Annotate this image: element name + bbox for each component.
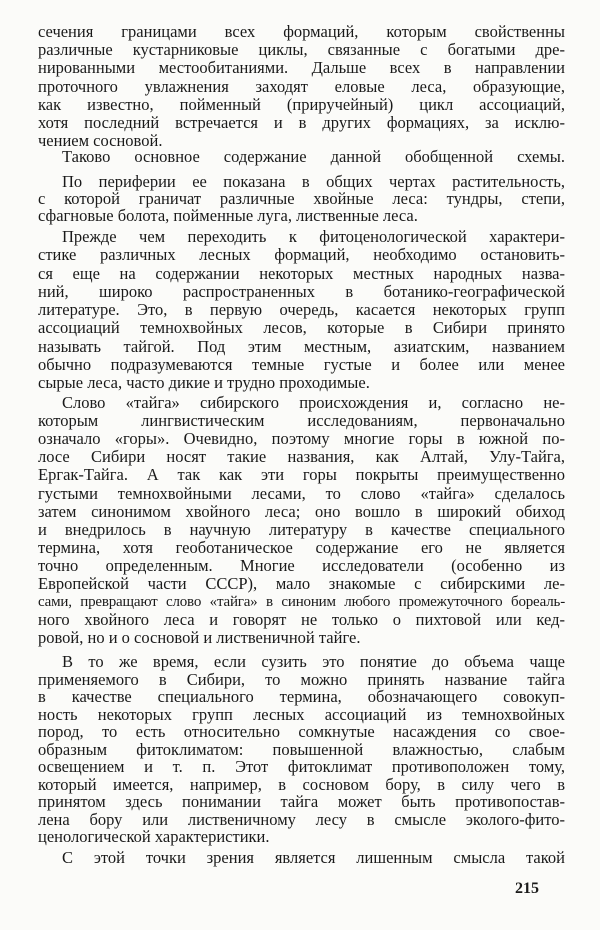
text-line: нированными местообитаниями. Дальше всех в направлении: [38, 58, 565, 78]
text-line: точно определенным. Многие исследователи (особенно из: [38, 555, 565, 575]
page-number: 215: [515, 880, 539, 897]
text-line: ний, широко распространенных в ботанико-географической: [38, 281, 565, 301]
text-line: стике различных лесных формаций, необходимо остановить-: [38, 245, 565, 265]
text-line: пород, то есть относительно сомкнутые насаждения со свое-: [38, 722, 565, 741]
text-line: затем синонимом хвойного леса; оно вошло в широкий обиход: [38, 501, 565, 521]
text-line: называть тайгой. Под этим местным, азиатским, названием: [38, 336, 565, 356]
text-line: и внедрилось в научную литературу в качестве специального: [38, 519, 565, 539]
text-line: проточного увлажнения заходят еловые леса, образующие,: [38, 76, 565, 96]
text-line: литературе. Это, в первую очередь, касается некоторых групп: [38, 300, 565, 319]
text-line: сечения границами всех формаций, которым свойственны: [38, 22, 565, 41]
text-line: ценологической характеристики.: [38, 827, 270, 846]
text-line: хотя последний встречается и в других формациях, за исклю-: [38, 113, 565, 132]
text-line: Таково основное содержание данной обобщенной схемы.: [62, 147, 565, 166]
text-line: Ергак-Тайга. А так как эти горы покрыты преимущественно: [38, 465, 565, 485]
text-line: термина, хотя геоботаническое содержание его не является: [38, 537, 565, 557]
text-line: означало «горы». Очевидно, поэтому многие горы в южной по-: [38, 429, 565, 449]
text-line: с которой граничат различные хвойные леса: тундры, степи,: [38, 189, 565, 208]
text-line: Слово «тайга» сибирского происхождения и, согласно не-: [62, 393, 565, 412]
text-line: ровой, но и о сосновой и лиственичной тайге.: [38, 628, 361, 648]
text-line: различные кустарниковые циклы, связанные с богатыми дре-: [38, 40, 565, 60]
text-line: В то же время, если сузить это понятие до объема чаще: [62, 652, 565, 671]
text-line: ность некоторых групп лесных ассоциаций из темнохвойных: [38, 704, 565, 724]
text-line: лосе Сибири носят такие названия, как Алтай, Улу-Тайга,: [38, 447, 565, 467]
text-line: обычно подразумеваются темные густые и более или менее: [38, 354, 565, 374]
text-line: густыми темнохвойными лесами, то слово «тайга» сделалось: [38, 483, 565, 503]
text-line: применяемого в Сибири, то можно принять название тайга: [38, 669, 565, 689]
text-line: который имеется, например, в сосновом бору, в силу чего в: [38, 774, 565, 794]
text-line: По периферии ее показана в общих чертах растительность,: [62, 172, 565, 191]
text-line: в качестве специального термина, обозначающего совокуп-: [38, 687, 565, 706]
text-line: чением сосновой.: [38, 131, 163, 151]
text-line: лена бору или лиственичному лесу в смысле эколого-фито-: [38, 809, 565, 829]
text-line: как известно, пойменный (приручейный) цикл ассоциаций,: [38, 94, 565, 114]
text-line: С этой точки зрения является лишенным смысла такой: [62, 848, 565, 867]
text-line: освещением и т. п. Этот фитоклимат противоположен тому,: [38, 757, 565, 776]
text-line: ся еще на содержании некоторых местных народных назва-: [38, 263, 565, 283]
text-line: сами, превращают слово «тайга» в синоним любого промежуточного бореаль-: [38, 594, 565, 611]
text-line: Прежде чем переходить к фитоценологической характери-: [62, 227, 565, 246]
text-line: Европейской части СССР), мало знакомые с сибирскими ле-: [38, 574, 565, 593]
text-line: ассоциаций темнохвойных лесов, которые в Сибири принято: [38, 318, 565, 338]
text-line: принятом здесь понимании тайга может быть противопостав-: [38, 792, 565, 811]
text-line: сырые леса, часто дикие и трудно проходимые.: [38, 373, 370, 392]
text-line: ного хвойного леса и говорят не только о пихтовой или кед-: [38, 610, 565, 630]
text-line: которым лингвистическим исследованиям, первоначально: [38, 411, 565, 431]
text-line: образным фитоклиматом: повышенной влажностью, слабым: [38, 739, 565, 759]
text-line: сфагновые болота, пойменные луга, лиственные леса.: [38, 206, 418, 225]
